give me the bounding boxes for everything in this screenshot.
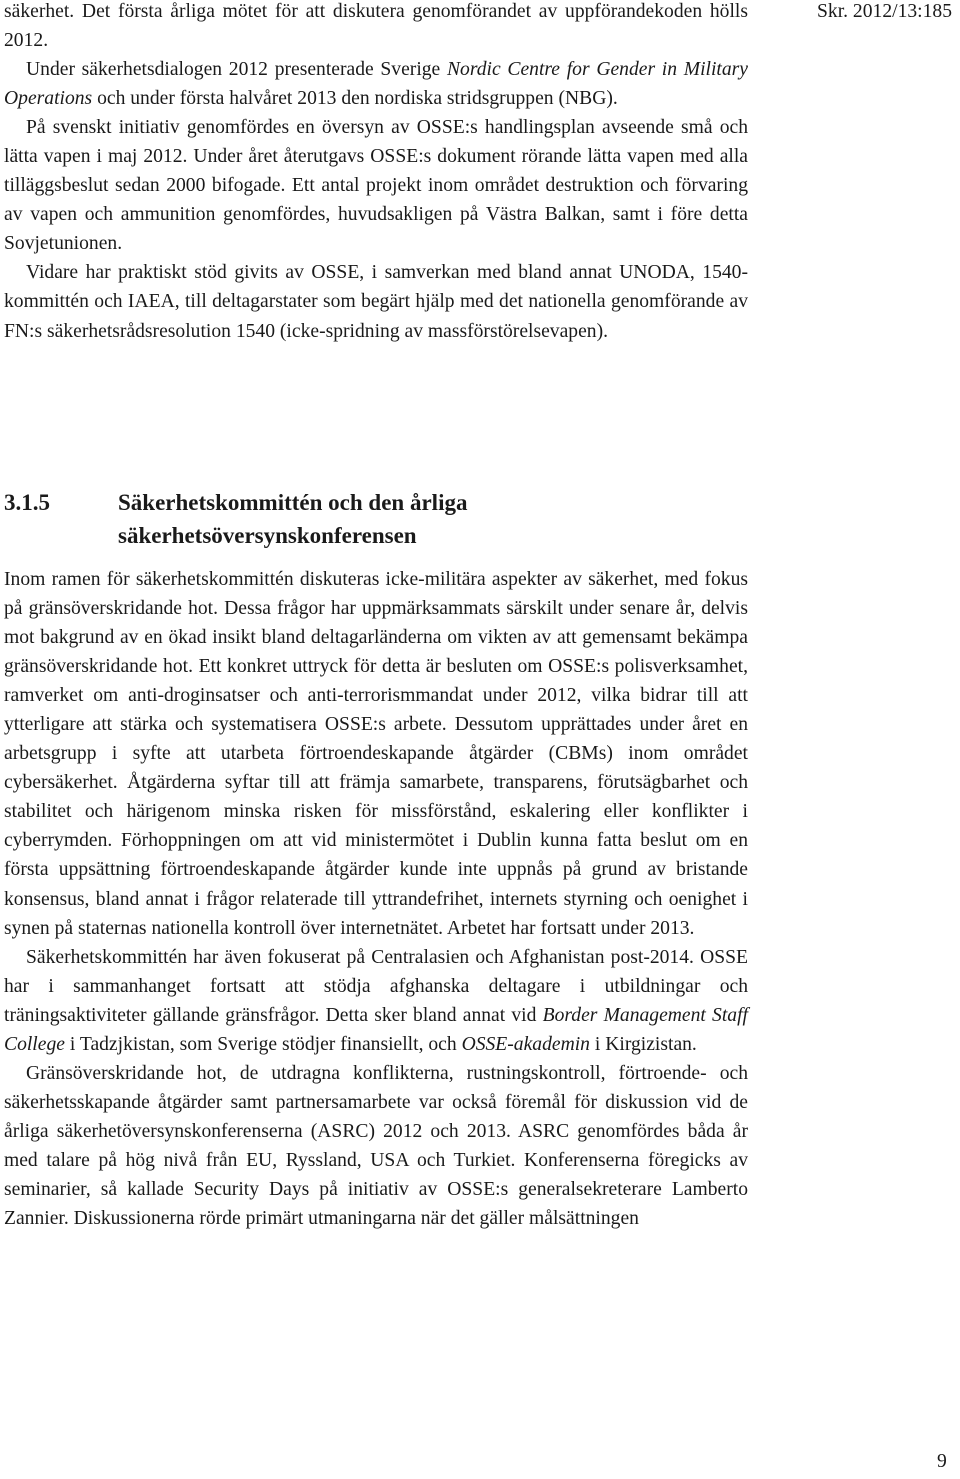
paragraph-continuation: säkerhet. Det första årliga mötet för att diskutera genomförandet av uppförandekoden hölls 2012. [4,1,748,52]
paragraph-asrc: Gränsöverskridande hot, de utdragna konflikterna, rustningskontroll, förtroende- och säkerhetsskapande åtgärder samt partnersamarbete var också föremål för diskussion vid de årliga säkerhetöversynskonferenserna (ASRC) 2012 och 2013. ASRC genomfördes båda år med talare på hög nivå från EU, Ryssland, USA och Turkiet. Konferenserna föregicks av seminarier, så kallade Security Days på initiativ av OSSE:s generalsekreterare Lamberto Zannier. Diskussionerna rörde primärt utmaningarna när det gäller målsättningen [4,1062,748,1230]
section-number: 3.1.5 [4,490,50,515]
margin-reference: Skr. 2012/13:185 [817,1,952,22]
section-title: Säkerhetskommittén och den årliga säkerhetsöversynskonferensen [118,490,468,548]
paragraph-central-asia: Säkerhetskommittén har även fokuserat på Centralasien och Afghanistan post-2014. OSSE har i sammanhanget fortsatt att stödja afghanska deltagare i utbildningar och träningsaktiviteter gällande gränsfrågor. Detta sker bland annat vid Border Management Staff College i Tadzjkistan, som Sverige stödjer finansiellt, och OSSE-akademin i Kirgizistan. [4,946,748,1055]
italic-border-college: Border Management Staff College [4,1004,748,1055]
page-number: 9 [937,1451,947,1472]
section-text-block [4,565,748,1233]
italic-osse-akademin: OSSE-akademin [461,1033,590,1055]
paragraph-security-dialogue: Under säkerhetsdialogen 2012 presenterade Sverige Nordic Centre for Gender in Military Operations och under första halvåret 2013 den nordiska stridsgruppen (NBG). [4,59,748,110]
paragraph-practical-support: Vidare har praktiskt stöd givits av OSSE, i samverkan med bland annat UNODA, 1540-kommittén och IAEA, till deltagarstater som begärt hjälp med det nationella genomförande av FN:s säkerhetsrådsresolution 1540 (icke-spridning av massförstörelsevapen). [4,262,748,342]
top-text-block [4,0,748,346]
paragraph-security-committee: Inom ramen för säkerhetskommittén diskuteras icke-militära aspekter av säkerhet, med fokus på gränsöverskridande hot. Dessa frågor har uppmärksammats särskilt under senare år, delvis mot bakgrund av en ökad insikt bland deltagarländerna om vikten av att gemensamt bekämpa gränsöverskridande hot. Ett konkret uttryck för detta är besluten om OSSE:s polisverksamhet, ramverket om anti-droginsatser och anti-terrorismmandat under 2012, vilka bidrar till att ytterligare att stärka och systematisera OSSE:s arbete. Dessutom upprättades under året en arbetsgrupp i syfte att utarbeta förtroendeskapande åtgärder (CBMs) inom området cybersäkerhet. Åtgärderna syftar till att främja samarbete, transparens, förutsägbarhet och stabilitet och härigenom minska risken för missförstånd, eskalering eller konflikter i cyberrymden. Förhoppningen om att vid ministermötet i Dublin kunna fatta beslut om en första uppsättning förtroendeskapande åtgärder kunde inte uppnås på grund av bristande konsensus, bland annat i frågor relaterade till yttrandefrihet, internets styrning och oenighet i synen på staternas nationella kontroll över internetnätet. Arbetet har fortsatt under 2013. [4,569,748,939]
paragraph-small-arms: På svenskt initiativ genomfördes en översyn av OSSE:s handlingsplan avseende små och lätta vapen i maj 2012. Under året återutgavs OSSE:s dokument rörande lätta vapen med alla tilläggsbeslut sedan 2000 bifogade. Ett antal projekt inom området destruktion och förvaring av vapen och ammunition genomfördes, huvudsakligen på Västra Balkan, samt i före detta Sovjetunionen. [4,117,748,255]
italic-nordic-centre: Nordic Centre for Gender in Military Operations [4,59,748,110]
